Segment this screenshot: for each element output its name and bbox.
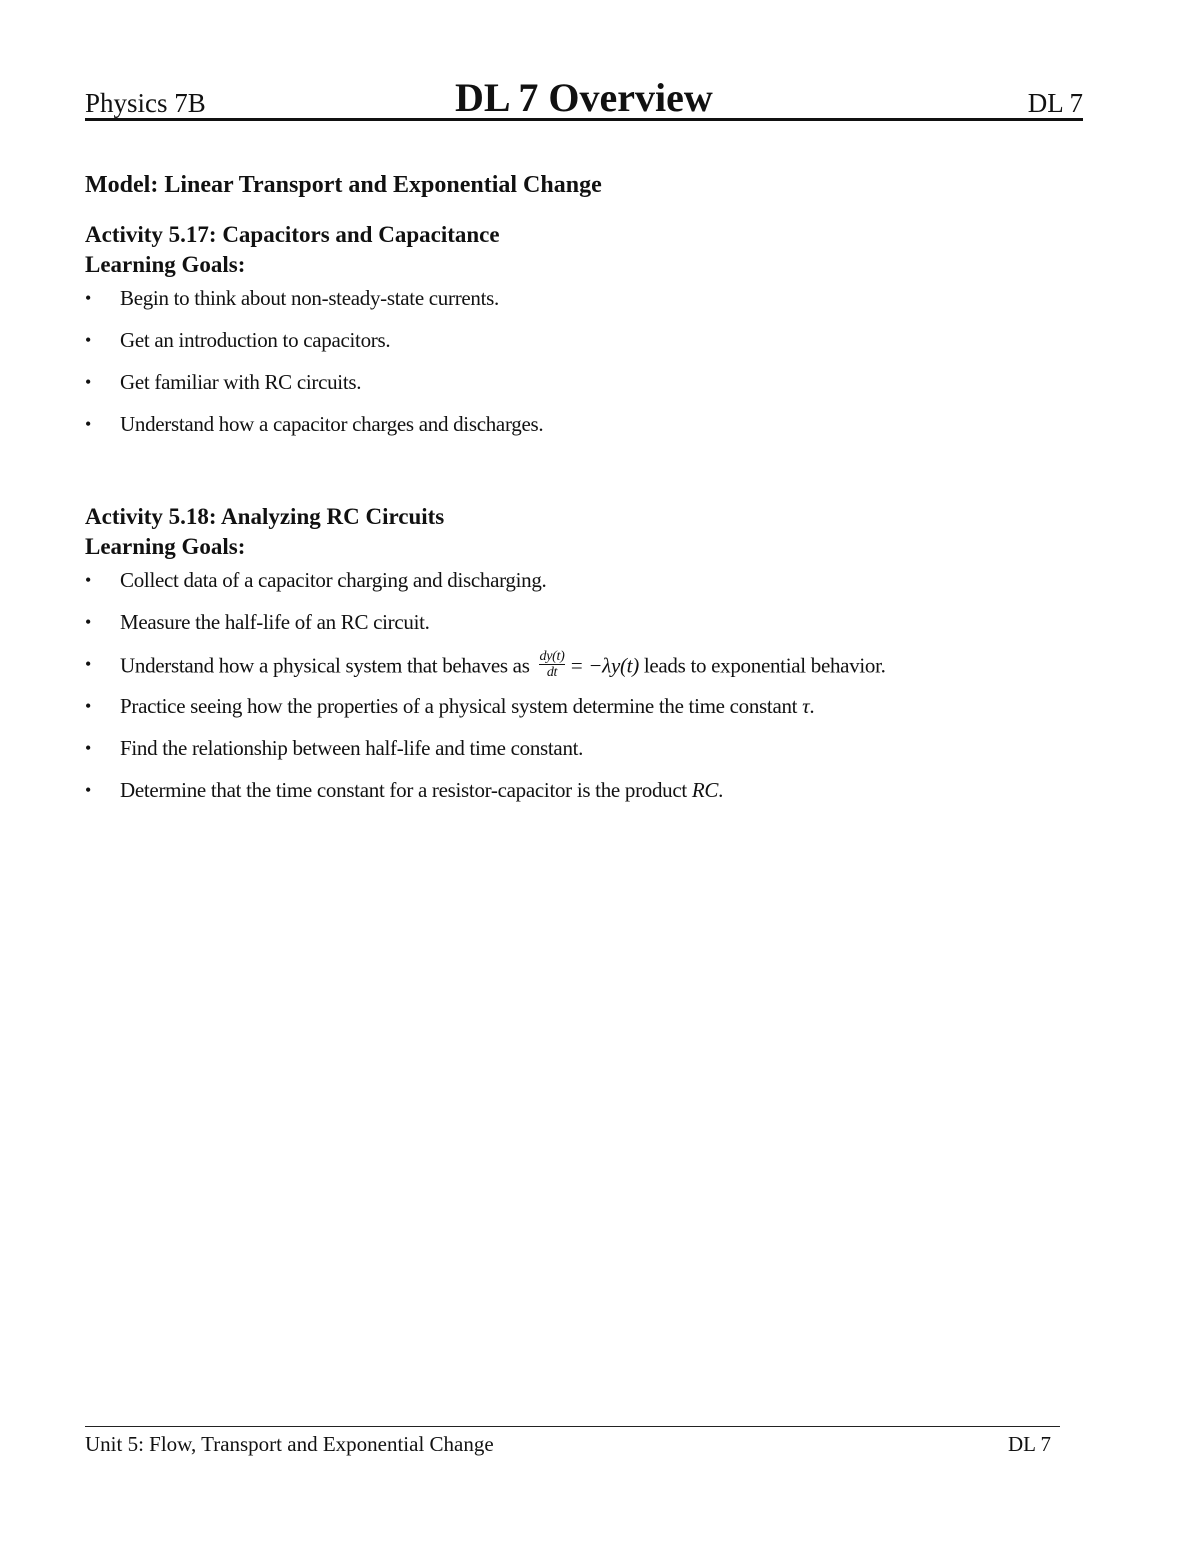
goal-item	[85, 286, 1085, 328]
bullet-icon: •	[85, 372, 92, 392]
goal-text: Measure the half-life of an RC circuit.	[120, 610, 430, 634]
bullet-icon: •	[85, 288, 92, 308]
activity-section	[85, 220, 1085, 454]
goal-item	[85, 412, 1085, 454]
header-label: DL 7	[1027, 88, 1083, 118]
goals-list	[85, 568, 1085, 820]
goal-item	[85, 649, 1085, 694]
goal-text-before: Understand how a physical system that behaves as	[120, 653, 535, 678]
learning-goals-label: Learning Goals:	[85, 252, 246, 277]
goal-item	[85, 328, 1085, 370]
goal-item	[85, 568, 1085, 610]
goal-text: Collect data of a capacitor charging and discharging.	[120, 568, 547, 592]
equation-rest: = −λy(t)	[569, 653, 639, 678]
goal-text: Find the relationship between half-life and time constant.	[120, 736, 584, 760]
footer-page-label: DL 7	[1008, 1432, 1051, 1456]
goal-item	[85, 778, 1085, 820]
goal-text-after: .	[809, 694, 815, 718]
goal-item	[85, 694, 1085, 736]
activity-title: Activity 5.17: Capacitors and Capacitance	[85, 222, 500, 247]
bullet-icon: •	[85, 612, 92, 632]
bullet-icon: •	[85, 696, 92, 716]
activity-title: Activity 5.18: Analyzing RC Circuits	[85, 504, 445, 529]
goal-text: Begin to think about non-steady-state currents.	[120, 286, 499, 310]
derivative-fraction	[539, 649, 566, 680]
goal-text-after: leads to exponential behavior.	[638, 653, 886, 678]
rc-symbol: RC	[691, 778, 719, 802]
goal-text-before: Determine that the time constant for a resistor-capacitor is the product	[120, 778, 692, 802]
bullet-icon: •	[85, 654, 92, 674]
bullet-icon: •	[85, 330, 92, 350]
goal-item	[85, 610, 1085, 652]
footer-divider	[85, 1426, 1060, 1427]
goal-text: Get familiar with RC circuits.	[120, 370, 362, 394]
goal-text-before: Practice seeing how the properties of a physical system determine the time constant	[120, 694, 803, 718]
activity-section	[85, 502, 1085, 820]
course-name: Physics 7B	[85, 88, 206, 118]
learning-goals-label: Learning Goals:	[85, 534, 246, 559]
bullet-icon: •	[85, 570, 92, 590]
bullet-icon: •	[85, 738, 92, 758]
model-title: Model: Linear Transport and Exponential Change	[85, 172, 602, 198]
fraction-denominator: dt	[546, 665, 558, 680]
bullet-icon: •	[85, 414, 92, 434]
bullet-icon: •	[85, 780, 92, 800]
page-title: DL 7 Overview	[455, 75, 713, 120]
goals-list	[85, 286, 1085, 454]
goal-item	[85, 370, 1085, 412]
fraction-numerator: dy(t)	[539, 649, 565, 664]
tau-symbol: τ	[802, 694, 810, 718]
goal-item	[85, 736, 1085, 778]
goal-text: Understand how a capacitor charges and discharges.	[120, 412, 544, 436]
goal-text: Get an introduction to capacitors.	[120, 328, 391, 352]
footer-unit-title: Unit 5: Flow, Transport and Exponential Change	[85, 1432, 494, 1456]
goal-text-after: .	[718, 778, 724, 802]
page-header	[85, 72, 1083, 121]
